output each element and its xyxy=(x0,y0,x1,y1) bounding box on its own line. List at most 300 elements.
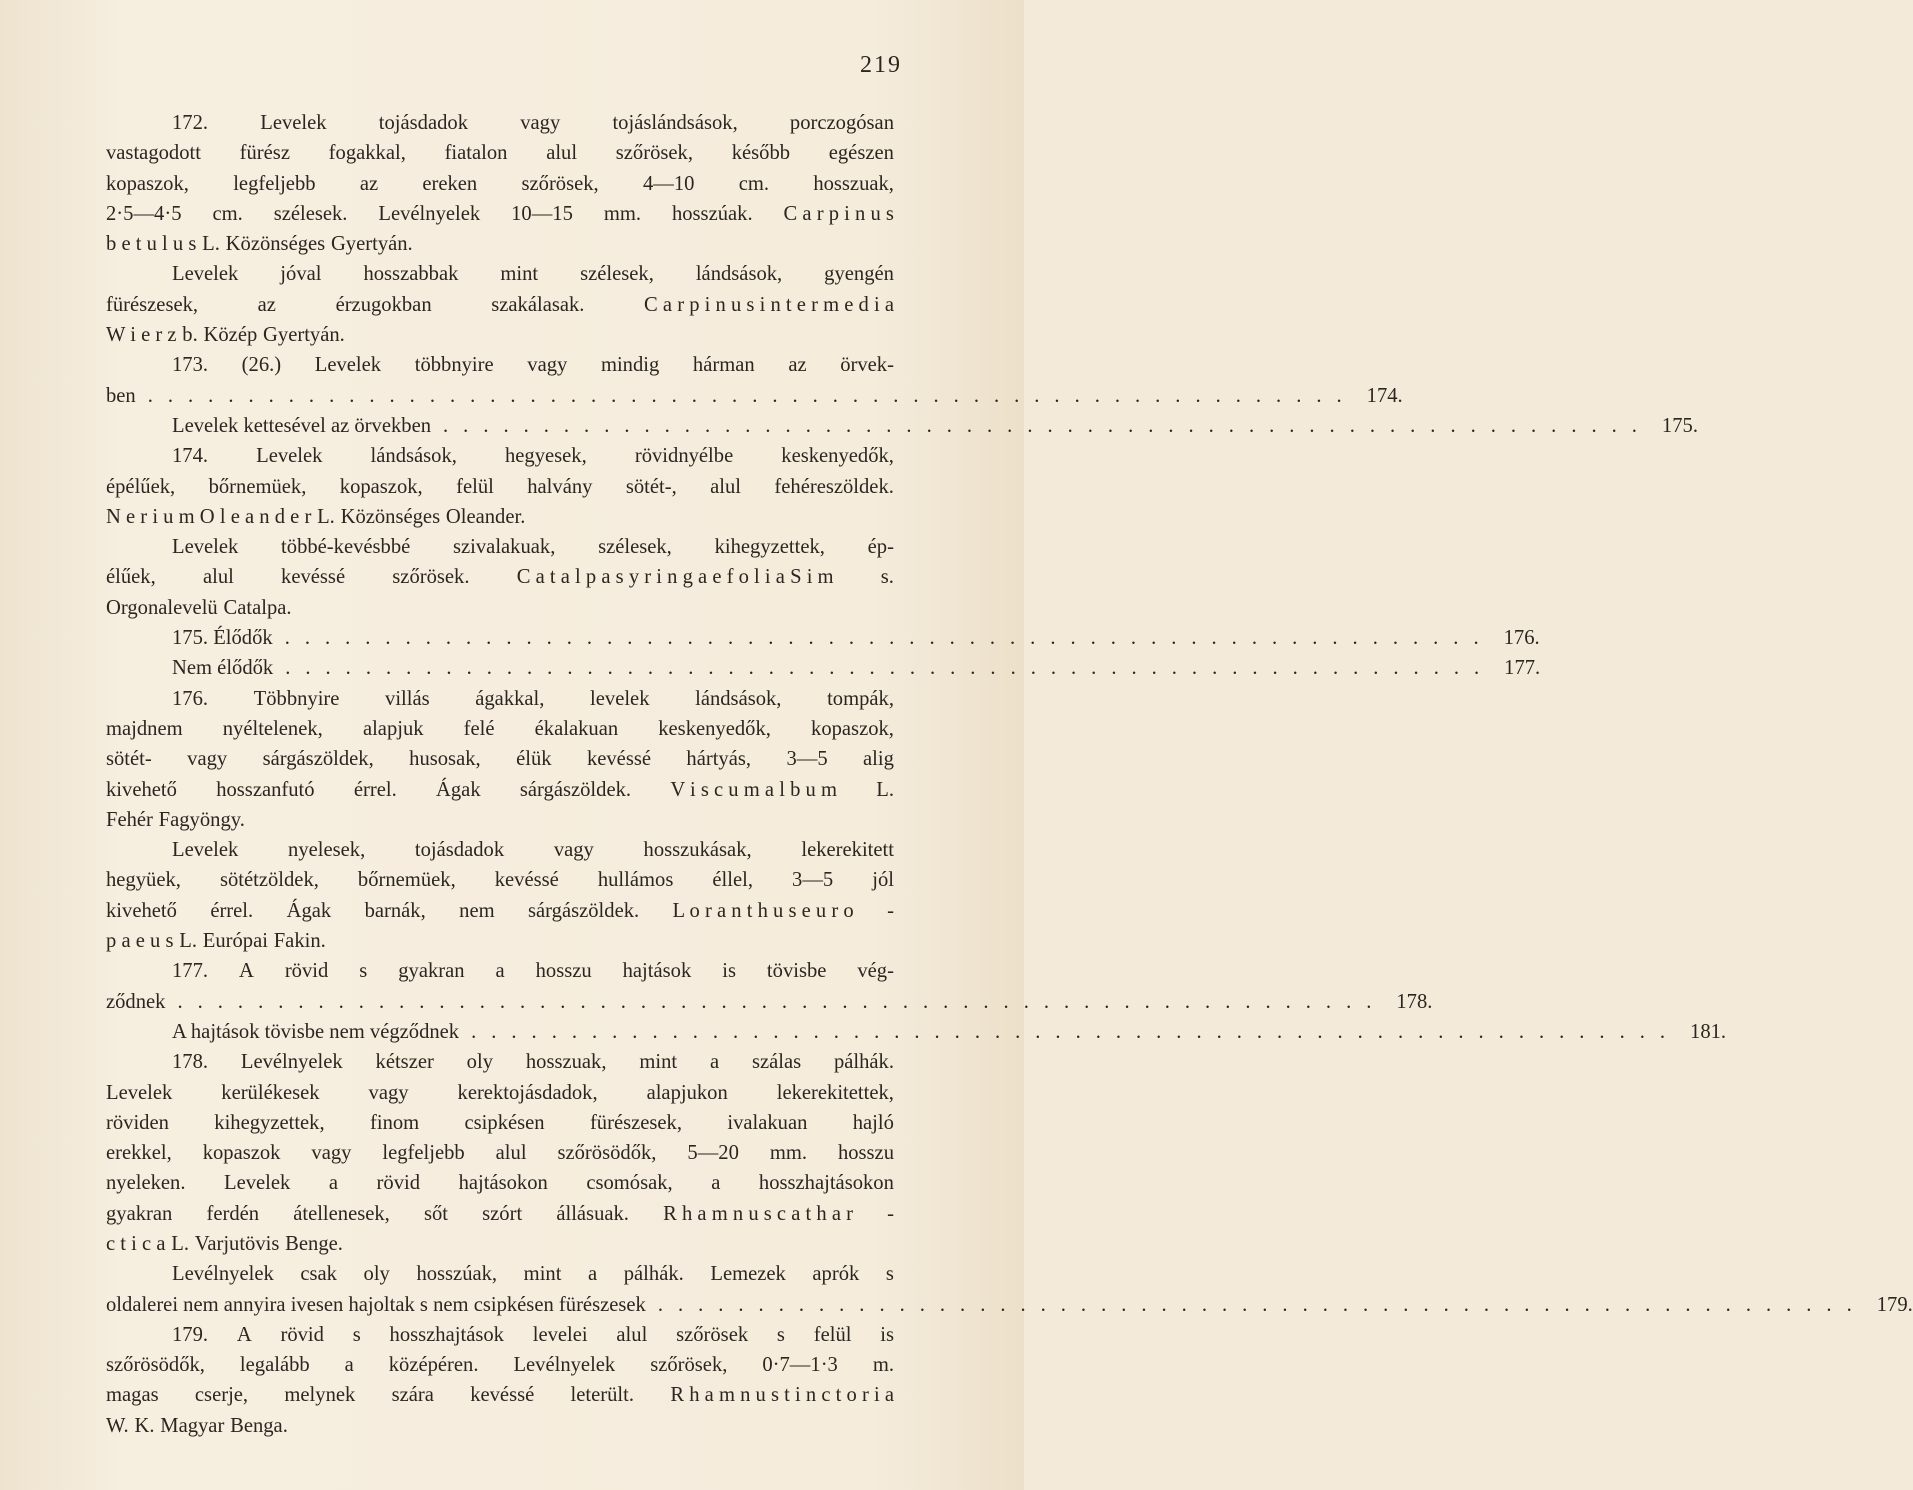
text-line xyxy=(106,1259,894,1289)
word: szakálasak. xyxy=(491,293,585,316)
word: N e r i u m O l e a n d e r xyxy=(106,505,312,528)
word: Levelek xyxy=(106,1081,173,1104)
word: legfeljebb xyxy=(382,1142,465,1165)
word: szőrösödők, xyxy=(106,1354,205,1377)
text-line xyxy=(106,835,894,865)
word: mint xyxy=(500,263,539,286)
word: erekkel, xyxy=(106,1142,172,1165)
word: C a t a l p a s y r i n g a e f o l i a S i m xyxy=(516,566,834,589)
word: Ágak xyxy=(286,899,332,922)
word: s. xyxy=(880,566,894,589)
word: is xyxy=(722,960,736,983)
word: Orgonalevelü xyxy=(106,596,218,619)
word: melynek xyxy=(284,1384,356,1407)
word: tompák, xyxy=(827,687,894,710)
word: Levelek xyxy=(260,112,327,134)
word: mm. xyxy=(603,202,642,225)
text-line xyxy=(106,956,894,986)
word: R h a m n u s c a t h a r xyxy=(663,1202,853,1225)
word: röviden xyxy=(106,1111,169,1134)
word: b. xyxy=(182,324,198,347)
word: mm. xyxy=(769,1142,807,1165)
word: alul xyxy=(495,1142,527,1165)
word: vastagodott xyxy=(106,142,201,165)
text-line xyxy=(106,775,894,805)
text-line xyxy=(106,320,894,350)
word: lándsások, xyxy=(695,687,782,710)
word: fehéreszöldek. xyxy=(774,475,894,498)
word: vagy xyxy=(527,354,568,377)
word: vagy xyxy=(520,112,561,134)
text-line xyxy=(106,1411,894,1441)
word: szára xyxy=(391,1384,434,1407)
word: szélesek. xyxy=(273,202,348,225)
text-line xyxy=(106,1078,894,1108)
word: legfeljebb xyxy=(233,172,316,195)
word: csak xyxy=(300,1263,337,1286)
key-entry-line xyxy=(106,1290,1913,1320)
text-line xyxy=(106,805,894,835)
key-entry-line xyxy=(106,623,1540,653)
word: mindig xyxy=(600,354,660,377)
word: átellenesek, xyxy=(293,1202,390,1225)
text-line xyxy=(106,865,894,895)
word: Közönséges xyxy=(225,233,326,256)
text-line xyxy=(106,108,894,138)
word: hajtások xyxy=(622,960,692,983)
word: nyeleken. xyxy=(106,1172,186,1195)
word: felül xyxy=(456,475,494,498)
word: kivehető xyxy=(106,778,177,801)
word: kopaszok xyxy=(202,1142,281,1165)
word: 177. xyxy=(172,960,209,983)
word: bőrnemüek, xyxy=(357,869,456,892)
page-text xyxy=(106,108,1913,1441)
word: rövid xyxy=(376,1172,421,1195)
word: legalább xyxy=(239,1354,310,1377)
key-entry-label: ben xyxy=(106,384,136,407)
word: egészen xyxy=(828,142,894,165)
text-line xyxy=(106,926,894,956)
word: hosszabbak xyxy=(363,263,459,286)
word: K. xyxy=(134,1414,155,1437)
key-entry-target: 177. xyxy=(1504,657,1541,680)
dot-leader: ............................................................ xyxy=(177,990,1387,1013)
word: fürészesek, xyxy=(106,293,199,316)
word: A xyxy=(236,1323,252,1346)
word: jól xyxy=(872,869,894,892)
text-line xyxy=(106,1199,894,1229)
word: középéren. xyxy=(388,1354,479,1377)
word: fogakkal, xyxy=(328,142,406,165)
word: a xyxy=(344,1354,354,1377)
word: L. xyxy=(179,930,197,953)
word: rövidnyélbe xyxy=(634,445,734,468)
word: sárgászöldek. xyxy=(528,899,640,922)
word: 3—5 xyxy=(792,869,834,892)
word: szőrösek. xyxy=(392,566,470,589)
word: L o r a n t h u s e u r o xyxy=(672,899,854,922)
key-entry-label: Nem élődők xyxy=(172,657,274,680)
word: szivalakuak, xyxy=(453,536,556,559)
word: cm. xyxy=(212,202,243,225)
word: felé xyxy=(463,717,495,740)
text-line xyxy=(106,169,894,199)
key-entry-line xyxy=(106,1017,1727,1047)
text-line xyxy=(106,290,894,320)
word: szélesek, xyxy=(580,263,654,286)
word: kétszer xyxy=(375,1051,434,1074)
word: lekerekitett xyxy=(801,839,894,862)
word: Fakin. xyxy=(273,930,326,953)
word: hártyás, xyxy=(686,748,752,771)
word: csomósak, xyxy=(586,1172,673,1195)
word: 176. xyxy=(172,687,209,710)
word: vagy xyxy=(311,1142,352,1165)
word: cserje, xyxy=(194,1384,249,1407)
word: C a r p i n u s i n t e r m e d i a xyxy=(644,293,894,316)
word: élük xyxy=(516,748,552,771)
word: levelek xyxy=(590,687,650,710)
word: sötét-, xyxy=(625,475,677,498)
text-line xyxy=(106,1320,894,1350)
word: hosszanfutó xyxy=(216,778,315,801)
word: rövid xyxy=(280,1323,324,1346)
word: fiatalon xyxy=(444,142,508,165)
word: hosszúak. xyxy=(671,202,753,225)
word: hosszu xyxy=(535,960,592,983)
word: hosszhajtásokon xyxy=(758,1172,894,1195)
word: szálas xyxy=(751,1051,802,1074)
key-entry-label: Levelek kettesével az örvekben xyxy=(172,414,432,437)
word: szőrösek, xyxy=(650,1354,728,1377)
key-entry-line xyxy=(106,653,1541,683)
dot-leader: ............................................................ xyxy=(443,414,1652,437)
word: lekerekitettek, xyxy=(776,1081,894,1104)
word: mint xyxy=(523,1263,562,1286)
word: hullámos xyxy=(597,869,674,892)
word: kihegyzettek, xyxy=(214,1111,325,1134)
word: keskenyedők, xyxy=(658,717,771,740)
word: hosszuak, xyxy=(525,1051,607,1074)
text-line xyxy=(106,441,894,471)
word: L. xyxy=(171,1232,189,1255)
word: kopaszok, xyxy=(106,172,189,195)
word: 2·5—4·5 xyxy=(106,202,182,225)
word: lándsások, xyxy=(370,445,457,468)
word: oly xyxy=(363,1263,390,1286)
word: alig xyxy=(863,748,894,771)
word: kerülékesek xyxy=(221,1081,320,1104)
word: érzugokban xyxy=(335,293,432,316)
word: aprók xyxy=(812,1263,860,1286)
word: alapjuk xyxy=(362,717,424,740)
word: p a e u s xyxy=(106,930,174,953)
word: finom xyxy=(369,1111,420,1134)
word: alapjukon xyxy=(646,1081,728,1104)
word: 0·7—1·3 xyxy=(762,1354,838,1377)
word: Ágak xyxy=(436,778,481,801)
word: Közönséges xyxy=(340,505,441,528)
word: felül xyxy=(813,1323,852,1346)
word: kevéssé xyxy=(470,1384,535,1407)
word: 3—5 xyxy=(786,748,828,771)
key-entry-target: 178. xyxy=(1396,990,1433,1013)
word: L. xyxy=(876,778,894,801)
word: mint xyxy=(639,1051,678,1074)
word: épélűek, xyxy=(106,475,176,498)
word: sárgászöldek, xyxy=(262,748,374,771)
word: A xyxy=(239,960,254,983)
dot-leader: ............................................................ xyxy=(284,627,1494,650)
text-line xyxy=(106,593,894,623)
word: hosszuak, xyxy=(813,172,894,195)
word: pálhák. xyxy=(833,1051,894,1074)
word: tojásdadok xyxy=(378,112,469,134)
word: Gyertyán. xyxy=(330,233,413,256)
word: Közép xyxy=(203,324,258,347)
word: kerektojásdadok, xyxy=(457,1081,598,1104)
word: 174. xyxy=(172,445,209,468)
text-line xyxy=(106,1380,894,1410)
word: ép- xyxy=(867,536,894,559)
word: éllel, xyxy=(712,869,753,892)
word: L. xyxy=(317,505,335,528)
key-entry-label: oldalerei nem annyira ivesen hajoltak s nem csipkésen fürészesek xyxy=(106,1293,646,1316)
word: V i s c u m a l b u m xyxy=(670,778,837,801)
word: 4—10 xyxy=(642,172,695,195)
word: Levelek xyxy=(172,263,239,286)
word: a xyxy=(495,960,505,983)
word: vagy xyxy=(368,1081,409,1104)
word: 10—15 xyxy=(511,202,573,225)
word: barnák, xyxy=(364,899,426,922)
key-entry-target: 174. xyxy=(1366,384,1403,407)
word: fürészesek, xyxy=(589,1111,682,1134)
word: vég- xyxy=(857,960,894,983)
word: Levelek xyxy=(172,839,239,862)
word: Fagyöngy. xyxy=(158,808,245,831)
word: alul xyxy=(546,142,578,165)
key-entry-target: 176. xyxy=(1503,627,1540,650)
text-line xyxy=(106,1229,894,1259)
word: érrel. xyxy=(353,778,397,801)
text-line xyxy=(106,138,894,168)
word: Oleander. xyxy=(445,505,526,528)
word: nyelesek, xyxy=(288,839,366,862)
word: sötétzöldek, xyxy=(219,869,319,892)
word: Benge. xyxy=(285,1232,343,1255)
word: halvány xyxy=(527,475,593,498)
dot-leader: ............................................................ xyxy=(657,1293,1867,1316)
text-line xyxy=(106,502,894,532)
word: 5—20 xyxy=(687,1142,739,1165)
word: gyakran xyxy=(106,1202,173,1225)
word: - xyxy=(887,1202,894,1225)
word: Levélnyelek xyxy=(513,1354,616,1377)
dot-leader: ............................................................ xyxy=(285,657,1495,680)
text-line xyxy=(106,1108,894,1138)
word: az xyxy=(359,172,379,195)
word: a xyxy=(709,1051,720,1074)
word: hosszu xyxy=(837,1142,894,1165)
word: szőrösödők, xyxy=(557,1142,657,1165)
word: m. xyxy=(872,1354,894,1377)
word: 178. xyxy=(172,1051,209,1074)
word: hosszúak, xyxy=(416,1263,498,1286)
word: rövid xyxy=(284,960,329,983)
word: oly xyxy=(466,1051,493,1074)
text-line xyxy=(106,259,894,289)
word: hosszhajtások xyxy=(389,1323,504,1346)
word: 179. xyxy=(172,1323,209,1346)
word: W. xyxy=(106,1414,129,1437)
word: később xyxy=(731,142,791,165)
word: Varjutövis xyxy=(194,1232,280,1255)
word: levelei xyxy=(532,1323,588,1346)
key-entry-label: A hajtások tövisbe nem végződnek xyxy=(172,1020,460,1043)
word: porczogósan xyxy=(789,112,894,134)
word: ivalakuan xyxy=(727,1111,808,1134)
word: szőrösek, xyxy=(521,172,599,195)
word: szélesek, xyxy=(598,536,672,559)
word: többnyire xyxy=(414,354,494,377)
dot-leader: ............................................................ xyxy=(471,1020,1681,1043)
text-line xyxy=(106,896,894,926)
word: tojásdadok xyxy=(414,839,505,862)
text-line xyxy=(106,1168,894,1198)
text-line xyxy=(106,684,894,714)
word: is xyxy=(880,1323,894,1346)
word: hosszukásak, xyxy=(643,839,752,862)
word: s xyxy=(885,1263,894,1286)
word: ereken xyxy=(422,172,478,195)
word: (26.) xyxy=(241,354,282,377)
text-line xyxy=(106,532,894,562)
word: vagy xyxy=(187,748,228,771)
key-entry-line xyxy=(106,987,1433,1017)
word: L. xyxy=(202,233,220,256)
word: leterült. xyxy=(570,1384,635,1407)
word: kivehető xyxy=(106,899,177,922)
word: gyengén xyxy=(824,263,894,286)
word: fürész xyxy=(239,142,290,165)
word: a xyxy=(711,1172,721,1195)
word: hárman xyxy=(692,354,755,377)
word: Levelek xyxy=(314,354,382,377)
word: Magyar xyxy=(160,1414,225,1437)
word: 173. xyxy=(172,354,209,377)
word: többé-kevésbbé xyxy=(281,536,411,559)
word: érrel. xyxy=(210,899,254,922)
word: nyéltelenek, xyxy=(222,717,323,740)
text-line xyxy=(106,229,894,259)
word: ferdén xyxy=(206,1202,260,1225)
word: sőt xyxy=(423,1202,449,1225)
word: kopaszok, xyxy=(811,717,894,740)
word: C a r p i n u s xyxy=(783,202,894,225)
word: c t i c a xyxy=(106,1232,166,1255)
text-line xyxy=(106,472,894,502)
word: s xyxy=(352,1323,361,1346)
word: a xyxy=(588,1263,598,1286)
text-line xyxy=(106,350,894,380)
word: alul xyxy=(616,1323,648,1346)
dot-leader: ............................................................ xyxy=(147,384,1357,407)
word: hegyesek, xyxy=(504,445,587,468)
word: magas xyxy=(106,1384,159,1407)
word: tövisbe xyxy=(766,960,827,983)
word: sötét- xyxy=(106,748,152,771)
word: hegyüek, xyxy=(106,869,181,892)
word: kihegyzettek, xyxy=(714,536,825,559)
word: majdnem xyxy=(106,717,183,740)
word: b e t u l u s xyxy=(106,233,197,256)
page-number: 219 xyxy=(860,52,902,78)
word: Európai xyxy=(202,930,268,953)
word: gyakran xyxy=(398,960,465,983)
text-line xyxy=(106,714,894,744)
text-line xyxy=(106,1047,894,1077)
word: szőrösek, xyxy=(615,142,693,165)
key-entry-line xyxy=(106,381,1403,411)
text-line xyxy=(106,1138,894,1168)
word: Gyertyán. xyxy=(263,324,345,347)
word: Levelek xyxy=(256,445,323,468)
word: sárgászöldek. xyxy=(519,778,632,801)
text-line xyxy=(106,199,894,229)
text-line xyxy=(106,744,894,774)
word: Levélnyelek xyxy=(172,1263,274,1286)
word: - xyxy=(887,899,894,922)
word: lándsások, xyxy=(695,263,783,286)
word: hajtásokon xyxy=(458,1172,548,1195)
word: alul xyxy=(202,566,234,589)
word: 172. xyxy=(172,112,209,134)
key-entry-label: 175. Élődők xyxy=(172,627,273,650)
word: a xyxy=(328,1172,339,1195)
word: R h a m n u s t i n c t o r i a xyxy=(670,1384,894,1407)
key-entry-target: 181. xyxy=(1690,1020,1727,1043)
word: kevéssé xyxy=(586,748,651,771)
word: ágakkal, xyxy=(475,687,545,710)
key-entry-target: 179. xyxy=(1876,1293,1913,1316)
word: s xyxy=(776,1323,785,1346)
word: Benga. xyxy=(230,1414,288,1437)
word: Levelek xyxy=(172,536,239,559)
word: kevéssé xyxy=(494,869,559,892)
word: az xyxy=(257,293,276,316)
word: örvek- xyxy=(840,354,894,377)
word: csipkésen xyxy=(464,1111,545,1134)
word: az xyxy=(788,354,807,377)
word: kopaszok, xyxy=(339,475,423,498)
word: vagy xyxy=(553,839,594,862)
word: szórt xyxy=(482,1202,523,1225)
text-line xyxy=(106,562,894,592)
word: állásuak. xyxy=(556,1202,629,1225)
text-line xyxy=(106,1350,894,1380)
key-entry-line xyxy=(106,411,1698,441)
word: pálhák. xyxy=(623,1263,684,1286)
word: Fehér xyxy=(106,808,153,831)
word: Catalpa. xyxy=(223,596,292,619)
word: hajló xyxy=(852,1111,894,1134)
key-entry-target: 175. xyxy=(1661,414,1698,437)
word: nem xyxy=(459,899,495,922)
word: Többnyire xyxy=(253,687,340,710)
key-entry-label: ződnek xyxy=(106,990,166,1013)
